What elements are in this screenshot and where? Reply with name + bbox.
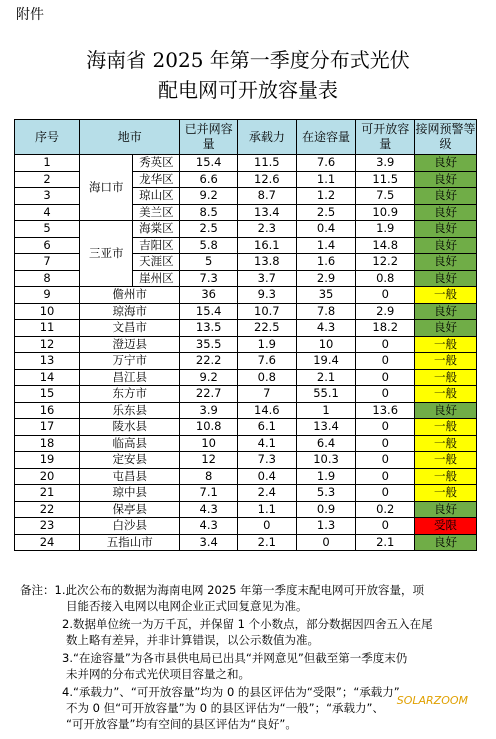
- grid-capacity-cell: 22.7: [180, 386, 238, 403]
- warning-level-badge: 良好: [415, 204, 477, 221]
- city-cell: 东方市: [80, 386, 180, 403]
- district-cell: 美兰区: [133, 204, 180, 221]
- carrying-capacity-cell: 6.1: [237, 419, 296, 436]
- grid-capacity-cell: 7.3: [180, 270, 238, 287]
- table-row: [15, 419, 477, 436]
- transit-capacity-cell: 1.1: [296, 171, 356, 188]
- open-capacity-cell: 0: [356, 369, 415, 386]
- transit-capacity-cell: 13.4: [296, 419, 356, 436]
- district-cell: 海棠区: [133, 221, 180, 238]
- row-number: 12: [15, 336, 80, 353]
- open-capacity-cell: 14.8: [356, 237, 415, 254]
- warning-level-badge: 一般: [415, 485, 477, 502]
- carrying-capacity-cell: 2.3: [237, 221, 296, 238]
- city-cell: 琼中县: [80, 485, 180, 502]
- header-city: 地市: [80, 120, 180, 155]
- page-subtitle: 配电网可开放容量表: [158, 78, 338, 102]
- transit-capacity-cell: 7.8: [296, 303, 356, 320]
- transit-capacity-cell: 0.4: [296, 221, 356, 238]
- table-row: [15, 534, 477, 551]
- grid-capacity-cell: 10: [180, 435, 238, 452]
- city-cell: 海口市: [80, 155, 133, 221]
- table-header-row: [15, 120, 477, 155]
- transit-capacity-cell: 1: [296, 402, 356, 419]
- row-number: 20: [15, 468, 80, 485]
- warning-level-badge: 良好: [415, 171, 477, 188]
- row-number: 21: [15, 485, 80, 502]
- transit-capacity-cell: 1.3: [296, 518, 356, 535]
- header-warning-level: 接网预警等级: [415, 120, 477, 155]
- grid-capacity-cell: 6.6: [180, 171, 238, 188]
- transit-capacity-cell: 1.2: [296, 188, 356, 205]
- carrying-capacity-cell: 1.1: [237, 501, 296, 518]
- transit-capacity-cell: 1.4: [296, 237, 356, 254]
- table-body: [15, 155, 477, 551]
- table-row: [15, 501, 477, 518]
- warning-level-badge: 一般: [415, 336, 477, 353]
- row-number: 1: [15, 155, 80, 172]
- carrying-capacity-cell: 12.6: [237, 171, 296, 188]
- table-row: [15, 287, 477, 304]
- carrying-capacity-cell: 11.5: [237, 155, 296, 172]
- carrying-capacity-cell: 7: [237, 386, 296, 403]
- row-number: 5: [15, 221, 80, 238]
- district-cell: 天涯区: [133, 254, 180, 271]
- carrying-capacity-cell: 14.6: [237, 402, 296, 419]
- transit-capacity-cell: 55.1: [296, 386, 356, 403]
- transit-capacity-cell: 1.6: [296, 254, 356, 271]
- grid-capacity-cell: 9.2: [180, 369, 238, 386]
- table-row: [15, 402, 477, 419]
- row-number: 2: [15, 171, 80, 188]
- city-cell: 琼海市: [80, 303, 180, 320]
- row-number: 15: [15, 386, 80, 403]
- open-capacity-cell: 7.5: [356, 188, 415, 205]
- carrying-capacity-cell: 10.7: [237, 303, 296, 320]
- note-4-line-3: “可开放容量”均有空间的县区评估为“良好”。: [66, 717, 297, 731]
- carrying-capacity-cell: 8.7: [237, 188, 296, 205]
- transit-capacity-cell: 1.9: [296, 468, 356, 485]
- carrying-capacity-cell: 7.3: [237, 452, 296, 469]
- grid-capacity-cell: 3.4: [180, 534, 238, 551]
- warning-level-badge: 良好: [415, 303, 477, 320]
- header-no: 序号: [15, 120, 80, 155]
- note-3-line-2: 未并网的分布式光伏项目容量之和。: [66, 667, 250, 681]
- table-row: [15, 155, 477, 172]
- city-cell: 乐东县: [80, 402, 180, 419]
- row-number: 8: [15, 270, 80, 287]
- row-number: 13: [15, 353, 80, 370]
- table-row: [15, 435, 477, 452]
- note-2-line-1: 2.数据单位统一为万千瓦，并保留 1 个小数点，部分数据因四舍五入在尾: [62, 617, 433, 631]
- warning-level-badge: 良好: [415, 254, 477, 271]
- row-number: 18: [15, 435, 80, 452]
- open-capacity-cell: 13.6: [356, 402, 415, 419]
- open-capacity-cell: 0: [356, 468, 415, 485]
- district-cell: 崖州区: [133, 270, 180, 287]
- warning-level-badge: 良好: [415, 237, 477, 254]
- transit-capacity-cell: 2.5: [296, 204, 356, 221]
- warning-level-badge: 良好: [415, 501, 477, 518]
- row-number: 17: [15, 419, 80, 436]
- header-carrying-capacity: 承载力: [237, 120, 296, 155]
- carrying-capacity-cell: 16.1: [237, 237, 296, 254]
- city-cell: 屯昌县: [80, 468, 180, 485]
- table-row: [15, 353, 477, 370]
- open-capacity-cell: 0: [356, 485, 415, 502]
- grid-capacity-cell: 15.4: [180, 303, 238, 320]
- warning-level-badge: 一般: [415, 452, 477, 469]
- carrying-capacity-cell: 0.8: [237, 369, 296, 386]
- warning-level-badge: 一般: [415, 353, 477, 370]
- open-capacity-cell: 0: [356, 518, 415, 535]
- open-capacity-cell: 0: [356, 287, 415, 304]
- grid-capacity-cell: 15.4: [180, 155, 238, 172]
- grid-capacity-cell: 5: [180, 254, 238, 271]
- city-cell: 保亭县: [80, 501, 180, 518]
- city-cell: 万宁市: [80, 353, 180, 370]
- transit-capacity-cell: 2.1: [296, 369, 356, 386]
- row-number: 23: [15, 518, 80, 535]
- carrying-capacity-cell: 1.9: [237, 336, 296, 353]
- warning-level-badge: 一般: [415, 419, 477, 436]
- grid-capacity-cell: 8.5: [180, 204, 238, 221]
- city-cell: 三亚市: [80, 221, 133, 287]
- note-3-line-1: 3.“在途容量”为各市县供电局已出具“并网意见”但截至第一季度末仍: [62, 651, 408, 665]
- transit-capacity-cell: 7.6: [296, 155, 356, 172]
- note-4-line-2: 不为 0 但“可开放容量”为 0 的县区评估为“一般”；“承载力”、: [66, 701, 384, 715]
- open-capacity-cell: 0: [356, 435, 415, 452]
- open-capacity-cell: 0.2: [356, 501, 415, 518]
- district-cell: 吉阳区: [133, 237, 180, 254]
- row-number: 24: [15, 534, 80, 551]
- carrying-capacity-cell: 2.4: [237, 485, 296, 502]
- carrying-capacity-cell: 13.8: [237, 254, 296, 271]
- open-capacity-cell: 12.2: [356, 254, 415, 271]
- carrying-capacity-cell: 2.1: [237, 534, 296, 551]
- grid-capacity-cell: 12: [180, 452, 238, 469]
- warning-level-badge: 良好: [415, 270, 477, 287]
- open-capacity-cell: 0: [356, 452, 415, 469]
- open-capacity-cell: 1.9: [356, 221, 415, 238]
- note-1-line-2: 目能否接入电网以电网企业正式回复意见为准。: [66, 599, 308, 613]
- city-cell: 儋州市: [80, 287, 180, 304]
- warning-level-badge: 一般: [415, 369, 477, 386]
- table-row: [15, 386, 477, 403]
- open-capacity-cell: 11.5: [356, 171, 415, 188]
- attachment-label: 附件: [16, 7, 44, 23]
- row-number: 9: [15, 287, 80, 304]
- grid-capacity-cell: 4.3: [180, 518, 238, 535]
- row-number: 19: [15, 452, 80, 469]
- capacity-table: [14, 119, 477, 551]
- grid-capacity-cell: 35.5: [180, 336, 238, 353]
- warning-level-badge: 一般: [415, 386, 477, 403]
- warning-level-badge: 一般: [415, 287, 477, 304]
- grid-capacity-cell: 4.3: [180, 501, 238, 518]
- warning-level-badge: 受限: [415, 518, 477, 535]
- table-row: [15, 303, 477, 320]
- open-capacity-cell: 0: [356, 336, 415, 353]
- grid-capacity-cell: 5.8: [180, 237, 238, 254]
- transit-capacity-cell: 2.9: [296, 270, 356, 287]
- carrying-capacity-cell: 9.3: [237, 287, 296, 304]
- city-cell: 白沙县: [80, 518, 180, 535]
- row-number: 4: [15, 204, 80, 221]
- transit-capacity-cell: 10.3: [296, 452, 356, 469]
- header-transit-capacity: 在途容量: [296, 120, 356, 155]
- city-cell: 澄迈县: [80, 336, 180, 353]
- city-cell: 临高县: [80, 435, 180, 452]
- watermark: SOLARZOOM: [396, 694, 468, 707]
- grid-capacity-cell: 2.5: [180, 221, 238, 238]
- grid-capacity-cell: 7.1: [180, 485, 238, 502]
- table-row: [15, 336, 477, 353]
- row-number: 6: [15, 237, 80, 254]
- row-number: 11: [15, 320, 80, 337]
- table-row: [15, 369, 477, 386]
- transit-capacity-cell: 35: [296, 287, 356, 304]
- carrying-capacity-cell: 22.5: [237, 320, 296, 337]
- transit-capacity-cell: 0.9: [296, 501, 356, 518]
- grid-capacity-cell: 8: [180, 468, 238, 485]
- city-cell: 定安县: [80, 452, 180, 469]
- district-cell: 琼山区: [133, 188, 180, 205]
- note-4-line-1: 4.“承载力”、“可开放容量”均为 0 的县区评估为“受限”；“承载力”: [62, 685, 400, 699]
- district-cell: 龙华区: [133, 171, 180, 188]
- carrying-capacity-cell: 3.7: [237, 270, 296, 287]
- transit-capacity-cell: 4.3: [296, 320, 356, 337]
- grid-capacity-cell: 22.2: [180, 353, 238, 370]
- warning-level-badge: 良好: [415, 221, 477, 238]
- grid-capacity-cell: 3.9: [180, 402, 238, 419]
- carrying-capacity-cell: 7.6: [237, 353, 296, 370]
- table-row: [15, 320, 477, 337]
- carrying-capacity-cell: 13.4: [237, 204, 296, 221]
- grid-capacity-cell: 10.8: [180, 419, 238, 436]
- carrying-capacity-cell: 0.4: [237, 468, 296, 485]
- warning-level-badge: 良好: [415, 155, 477, 172]
- warning-level-badge: 一般: [415, 435, 477, 452]
- table-row: [15, 221, 477, 238]
- open-capacity-cell: 0: [356, 386, 415, 403]
- transit-capacity-cell: 5.3: [296, 485, 356, 502]
- warning-level-badge: 良好: [415, 534, 477, 551]
- transit-capacity-cell: 0: [296, 534, 356, 551]
- note-2-line-2: 数上略有差异，并非计算错误，以公示数值为准。: [66, 633, 319, 647]
- carrying-capacity-cell: 4.1: [237, 435, 296, 452]
- transit-capacity-cell: 10: [296, 336, 356, 353]
- open-capacity-cell: 3.9: [356, 155, 415, 172]
- district-cell: 秀英区: [133, 155, 180, 172]
- open-capacity-cell: 10.9: [356, 204, 415, 221]
- city-cell: 陵水县: [80, 419, 180, 436]
- warning-level-badge: 良好: [415, 188, 477, 205]
- transit-capacity-cell: 6.4: [296, 435, 356, 452]
- header-open-capacity: 可开放容量: [356, 120, 415, 155]
- city-cell: 文昌市: [80, 320, 180, 337]
- warning-level-badge: 良好: [415, 320, 477, 337]
- grid-capacity-cell: 9.2: [180, 188, 238, 205]
- open-capacity-cell: 0.8: [356, 270, 415, 287]
- table-row: [15, 485, 477, 502]
- open-capacity-cell: 18.2: [356, 320, 415, 337]
- grid-capacity-cell: 13.5: [180, 320, 238, 337]
- row-number: 7: [15, 254, 80, 271]
- table-row: [15, 452, 477, 469]
- open-capacity-cell: 0: [356, 353, 415, 370]
- row-number: 10: [15, 303, 80, 320]
- city-cell: 五指山市: [80, 534, 180, 551]
- warning-level-badge: 良好: [415, 402, 477, 419]
- grid-capacity-cell: 36: [180, 287, 238, 304]
- row-number: 3: [15, 188, 80, 205]
- transit-capacity-cell: 19.4: [296, 353, 356, 370]
- row-number: 16: [15, 402, 80, 419]
- table-row: [15, 518, 477, 535]
- open-capacity-cell: 0: [356, 419, 415, 436]
- table-row: [15, 468, 477, 485]
- row-number: 14: [15, 369, 80, 386]
- row-number: 22: [15, 501, 80, 518]
- note-1-line-1: 备注：1.此次公布的数据为海南电网 2025 年第一季度末配电网可开放容量，项: [20, 583, 425, 597]
- header-grid-capacity: 已并网容量: [180, 120, 238, 155]
- open-capacity-cell: 2.9: [356, 303, 415, 320]
- open-capacity-cell: 2.1: [356, 534, 415, 551]
- city-cell: 昌江县: [80, 369, 180, 386]
- carrying-capacity-cell: 0: [237, 518, 296, 535]
- warning-level-badge: 一般: [415, 468, 477, 485]
- page-title: 海南省 2025 年第一季度分布式光伏: [86, 48, 410, 72]
